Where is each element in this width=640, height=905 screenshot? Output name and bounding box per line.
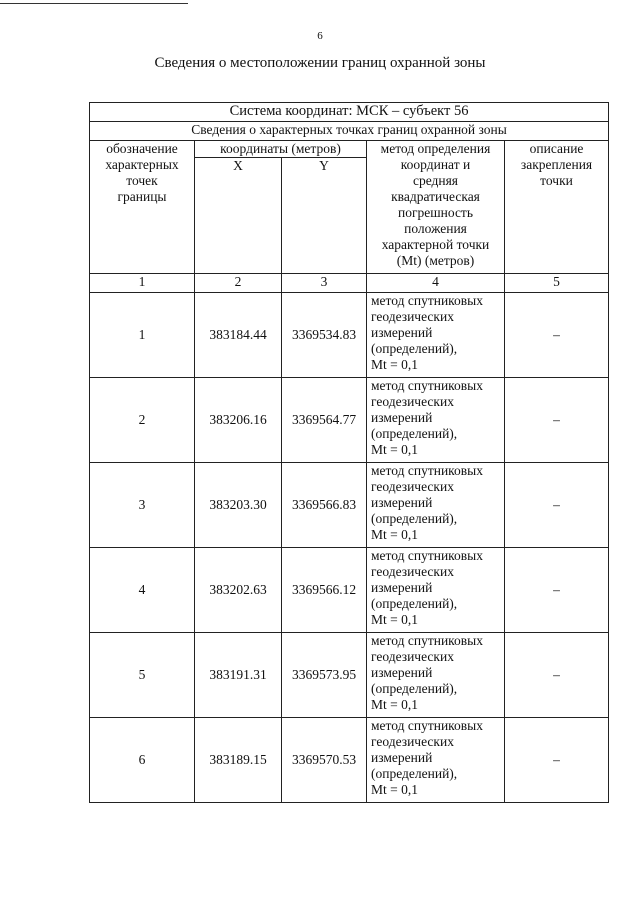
coordinate-x: 383189.15 [195,718,282,803]
method-line: измерений [371,750,433,765]
method-description [367,633,505,718]
table-row [90,633,609,718]
coordinate-y: 3369566.83 [282,463,367,548]
column-number: 5 [505,274,609,293]
header-y: Y [282,158,367,274]
coordinate-y: 3369573.95 [282,633,367,718]
coordinate-y: 3369566.12 [282,548,367,633]
coordinate-x: 383202.63 [195,548,282,633]
coordinate-x: 383191.31 [195,633,282,718]
method-description [367,293,505,378]
method-line: (определений), [371,596,458,611]
coordinate-system-header: Система координат: МСК – субъект 56 [90,103,609,122]
method-line: (определений), [371,511,458,526]
method-line: геодезических [371,309,454,324]
header-x: X [195,158,282,274]
method-line: Mt = 0,1 [371,527,418,542]
fixing-description: – [505,718,609,803]
fixing-description: – [505,463,609,548]
fixing-description: – [505,293,609,378]
column-number: 2 [195,274,282,293]
table-row [90,548,609,633]
method-description [367,548,505,633]
method-description [367,463,505,548]
page-title: Сведения о местоположении границ охранной зоны [154,55,486,71]
table-row [90,378,609,463]
method-line: Mt = 0,1 [371,782,418,797]
header-designation: обозначение характерных точек границы [90,141,195,274]
method-line: (определений), [371,681,458,696]
method-description [367,718,505,803]
method-line: метод спутниковых [371,718,483,733]
coordinate-y: 3369570.53 [282,718,367,803]
method-description [367,378,505,463]
point-number: 6 [90,718,195,803]
coordinate-x: 383203.30 [195,463,282,548]
method-line: метод спутниковых [371,293,483,308]
page-number: 6 [317,30,323,42]
point-number: 2 [90,378,195,463]
coordinate-y: 3369564.77 [282,378,367,463]
method-line: геодезических [371,479,454,494]
method-line: Mt = 0,1 [371,357,418,372]
header-description: описание закрепления точки [505,141,609,274]
table-row [90,293,609,378]
method-line: (определений), [371,426,458,441]
method-line: геодезических [371,649,454,664]
method-line: (определений), [371,766,458,781]
point-number: 4 [90,548,195,633]
point-number: 3 [90,463,195,548]
point-number: 5 [90,633,195,718]
method-line: измерений [371,325,433,340]
method-line: измерений [371,665,433,680]
coordinates-table [89,102,609,803]
coordinate-y: 3369534.83 [282,293,367,378]
table-row [90,718,609,803]
method-line: метод спутниковых [371,378,483,393]
header-coordinates: координаты (метров) [195,141,367,158]
fixing-description: – [505,378,609,463]
column-number: 1 [90,274,195,293]
method-line: Mt = 0,1 [371,442,418,457]
section-header: Сведения о характерных точках границ охранной зоны [90,122,609,141]
fixing-description: – [505,548,609,633]
coordinate-x: 383206.16 [195,378,282,463]
method-line: геодезических [371,394,454,409]
point-number: 1 [90,293,195,378]
method-line: метод спутниковых [371,463,483,478]
fixing-description: – [505,633,609,718]
top-rule [0,3,188,4]
table-row [90,463,609,548]
method-line: (определений), [371,341,458,356]
method-line: метод спутниковых [371,633,483,648]
method-line: Mt = 0,1 [371,697,418,712]
method-line: измерений [371,495,433,510]
method-line: измерений [371,580,433,595]
method-line: измерений [371,410,433,425]
method-line: геодезических [371,564,454,579]
method-line: метод спутниковых [371,548,483,563]
method-line: геодезических [371,734,454,749]
coordinate-x: 383184.44 [195,293,282,378]
column-number: 4 [367,274,505,293]
column-number: 3 [282,274,367,293]
header-method: метод определения координат и средняя квадратическая погрешность положения характерной точки (Mt) (метров) [367,141,505,274]
method-line: Mt = 0,1 [371,612,418,627]
